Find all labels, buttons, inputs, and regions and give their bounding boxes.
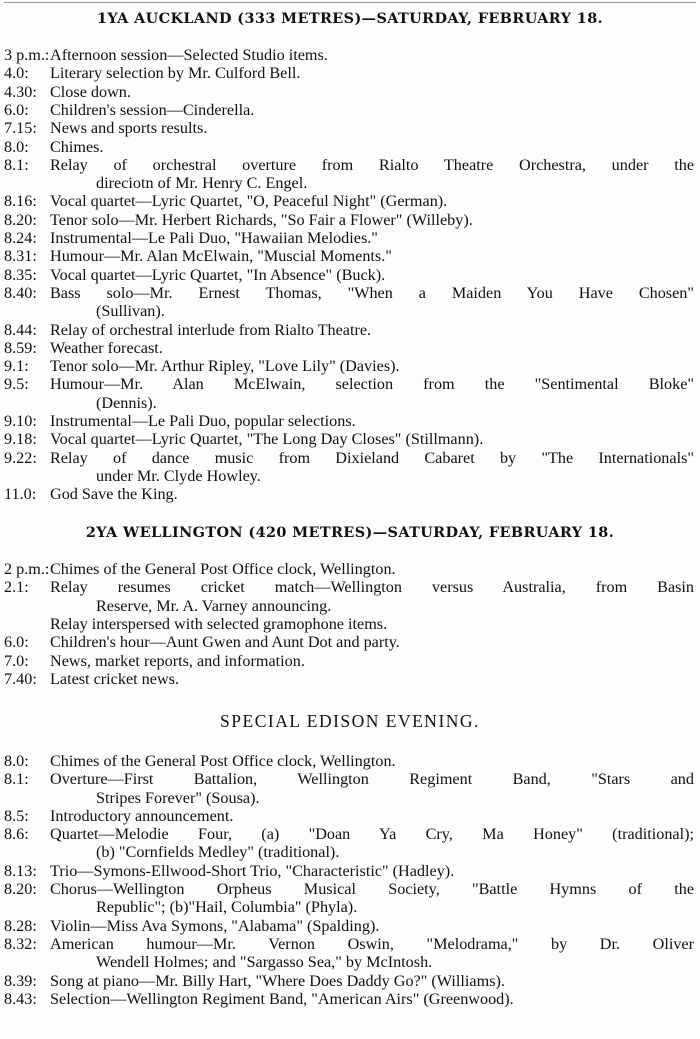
auckland-heading: 1YA AUCKLAND (333 METRES)—SATURDAY, FEBRUARY 18.	[96, 10, 604, 27]
entry-text: Relay resumes cricket match—Wellington versus Australia, from Basin	[50, 578, 694, 597]
entry-text: Vocal quartet—Lyric Quartet, "O, Peaceful Night" (German).	[50, 192, 448, 211]
auckland-entry	[4, 339, 694, 357]
edison-entry	[4, 862, 694, 880]
auckland-entry	[4, 64, 694, 82]
entry-time: 8.20:	[4, 880, 37, 899]
entry-text-continued: direciotn of Mr. Henry C. Engel.	[96, 174, 308, 193]
entry-time: 8.35:	[4, 265, 37, 284]
wellington-entry	[4, 670, 694, 688]
entry-text: Selection—Wellington Regiment Band, "American Airs" (Greenwood).	[50, 989, 514, 1008]
entry-text: Quartet—Melodie Four, (a) "Doan Ya Cry, Ma Honey" (traditional);	[50, 825, 694, 844]
entry-time: 6.0:	[4, 100, 29, 119]
auckland-entry	[4, 46, 694, 64]
entry-time: 8.1:	[4, 770, 29, 789]
auckland-entry	[4, 321, 694, 339]
entry-text: Chimes.	[50, 137, 104, 156]
edison-heading: SPECIAL EDISON EVENING.	[220, 711, 480, 731]
entry-text: Song at piano—Mr. Billy Hart, "Where Does Daddy Go?" (Williams).	[50, 971, 505, 990]
entry-time: 8.28:	[4, 916, 37, 935]
auckland-entry	[4, 119, 694, 137]
entry-text-continued: Wendell Holmes; and "Sargasso Sea," by McIntosh.	[96, 953, 433, 972]
entry-text: Tenor solo—Mr. Arthur Ripley, "Love Lily" (Davies).	[50, 357, 400, 376]
entry-time: 3 p.m.:	[4, 46, 50, 64]
entry-time: 7.0:	[4, 651, 29, 670]
edison-entry	[4, 807, 694, 825]
entry-text: Introductory announcement.	[50, 806, 234, 825]
wellington-entry	[4, 652, 694, 670]
wellington-entry	[4, 578, 694, 615]
entry-text: Chorus—Wellington Orpheus Musical Society, "Battle Hymns of the	[50, 880, 694, 899]
entry-time: 8.6:	[4, 825, 29, 844]
entry-text: Instrumental—Le Pali Duo, popular selections.	[50, 412, 356, 430]
entry-text: Children's session—Cinderella.	[50, 100, 255, 119]
auckland-entry	[4, 375, 694, 412]
entry-text: Weather forecast.	[50, 338, 163, 357]
entry-text: Humour—Mr. Alan McElwain, "Muscial Moments."	[50, 247, 392, 266]
entry-text-continued: under Mr. Clyde Howley.	[96, 466, 261, 485]
auckland-entry	[4, 247, 694, 265]
entry-time: 7.40:	[4, 669, 37, 688]
auckland-entry	[4, 138, 694, 156]
entry-time: 8.40:	[4, 283, 37, 302]
entry-time: 11.0:	[4, 485, 37, 504]
auckland-entry	[4, 449, 694, 486]
edison-entry	[4, 825, 694, 862]
entry-time: 8.20:	[4, 210, 37, 229]
entry-text: Chimes of the General Post Office clock, Wellington.	[50, 752, 396, 770]
auckland-entry	[4, 229, 694, 247]
entry-text-continued: (Dennis).	[96, 393, 157, 412]
entry-time: 8.43:	[4, 989, 37, 1008]
entry-text-continued: (Sullivan).	[96, 302, 165, 321]
entry-text: News and sports results.	[50, 119, 208, 138]
entry-time: 9.10:	[4, 412, 37, 430]
entry-time: 2 p.m.:	[4, 560, 50, 578]
auckland-entry	[4, 357, 694, 375]
entry-text: Overture—First Battalion, Wellington Regiment Band, "Stars and	[50, 770, 694, 789]
edison-entry	[4, 917, 694, 935]
wellington-heading: 2YA WELLINGTON (420 METRES)—SATURDAY, FEBRUARY 18.	[85, 524, 615, 541]
edison-entry	[4, 935, 694, 972]
auckland-entry	[4, 284, 694, 321]
entry-time: 8.32:	[4, 935, 37, 953]
entry-text: Vocal quartet—Lyric Quartet, "In Absence" (Buck).	[50, 265, 386, 284]
entry-text-continued: (b) "Cornfields Medley" (traditional).	[96, 843, 340, 862]
entry-text: Trio—Symons-Ellwood-Short Trio, "Characteristic" (Hadley).	[50, 861, 455, 880]
top-rule	[4, 2, 696, 3]
auckland-entry	[4, 192, 694, 210]
wellington-entry	[4, 615, 694, 633]
entry-text: Children's hour—Aunt Gwen and Aunt Dot and party.	[50, 633, 400, 652]
entry-time: 8.0:	[4, 752, 29, 770]
entry-time: 4.30:	[4, 82, 37, 101]
entry-time: 9.1:	[4, 357, 29, 376]
wellington-entry	[4, 560, 694, 578]
auckland-entry	[4, 485, 694, 503]
entry-text: Relay interspersed with selected gramophone items.	[50, 614, 388, 633]
entry-text: Tenor solo—Mr. Herbert Richards, "So Fair a Flower" (Willeby).	[50, 210, 473, 229]
entry-text: Bass solo—Mr. Ernest Thomas, "When a Maiden You Have Chosen"	[50, 283, 694, 302]
edison-entry	[4, 990, 694, 1008]
edison-entry	[4, 880, 694, 917]
entry-time: 4.0:	[4, 64, 29, 83]
entry-text: God Save the King.	[50, 485, 178, 504]
entry-time: 8.1:	[4, 155, 29, 174]
auckland-entry	[4, 266, 694, 284]
entry-text-continued: Reserve, Mr. A. Varney announcing.	[96, 596, 332, 615]
auckland-entry	[4, 101, 694, 119]
entry-text: Violin—Miss Ava Symons, "Alabama" (Spalding).	[50, 916, 380, 935]
entry-time: 8.44:	[4, 320, 37, 339]
entry-time: 7.15:	[4, 119, 37, 138]
entry-text: American humour—Mr. Vernon Oswin, "Melodrama," by Dr. Oliver	[50, 935, 694, 953]
entry-time: 8.0:	[4, 137, 29, 156]
auckland-entry	[4, 83, 694, 101]
entry-text: Relay of dance music from Dixieland Cabaret by "The Internationals"	[50, 448, 694, 467]
auckland-entry	[4, 430, 694, 448]
entry-text: Relay of orchestral overture from Rialto Theatre Orchestra, under the	[50, 155, 694, 174]
wellington-entry	[4, 633, 694, 651]
entry-time: 8.59:	[4, 338, 37, 357]
auckland-entry	[4, 156, 694, 193]
entry-time: 8.39:	[4, 971, 37, 990]
entry-text: Relay of orchestral interlude from Rialto Theatre.	[50, 320, 372, 339]
entry-text: Close down.	[50, 82, 131, 101]
entry-text: Instrumental—Le Pali Duo, "Hawaiian Melodies."	[50, 229, 378, 247]
entry-time: 9.18:	[4, 430, 37, 449]
entry-time: 8.31:	[4, 247, 37, 266]
entry-text: Afternoon session—Selected Studio items.	[50, 46, 328, 64]
edison-entry	[4, 972, 694, 990]
auckland-entry	[4, 412, 694, 430]
entry-text: Chimes of the General Post Office clock, Wellington.	[50, 560, 396, 578]
entry-text-continued: Stripes Forever" (Sousa).	[96, 788, 260, 807]
edison-entry	[4, 752, 694, 770]
entry-text: Vocal quartet—Lyric Quartet, "The Long Day Closes" (Stillmann).	[50, 430, 484, 449]
entry-time: 8.24:	[4, 229, 37, 247]
entry-text-continued: Republic"; (b)"Hail, Columbia" (Phyla).	[96, 898, 358, 917]
entry-time: 2.1:	[4, 578, 29, 597]
entry-time: 9.5:	[4, 375, 29, 394]
entry-time: 8.5:	[4, 806, 29, 825]
entry-text: Literary selection by Mr. Culford Bell.	[50, 64, 301, 83]
entry-time: 9.22:	[4, 448, 37, 467]
entry-text: News, market reports, and information.	[50, 651, 305, 670]
entry-time: 6.0:	[4, 633, 29, 652]
entry-text: Latest cricket news.	[50, 669, 179, 688]
auckland-entry	[4, 211, 694, 229]
entry-time: 8.16:	[4, 192, 37, 211]
entry-text: Humour—Mr. Alan McElwain, selection from the "Sentimental Bloke"	[50, 375, 694, 394]
entry-time: 8.13:	[4, 861, 37, 880]
edison-entry	[4, 770, 694, 807]
